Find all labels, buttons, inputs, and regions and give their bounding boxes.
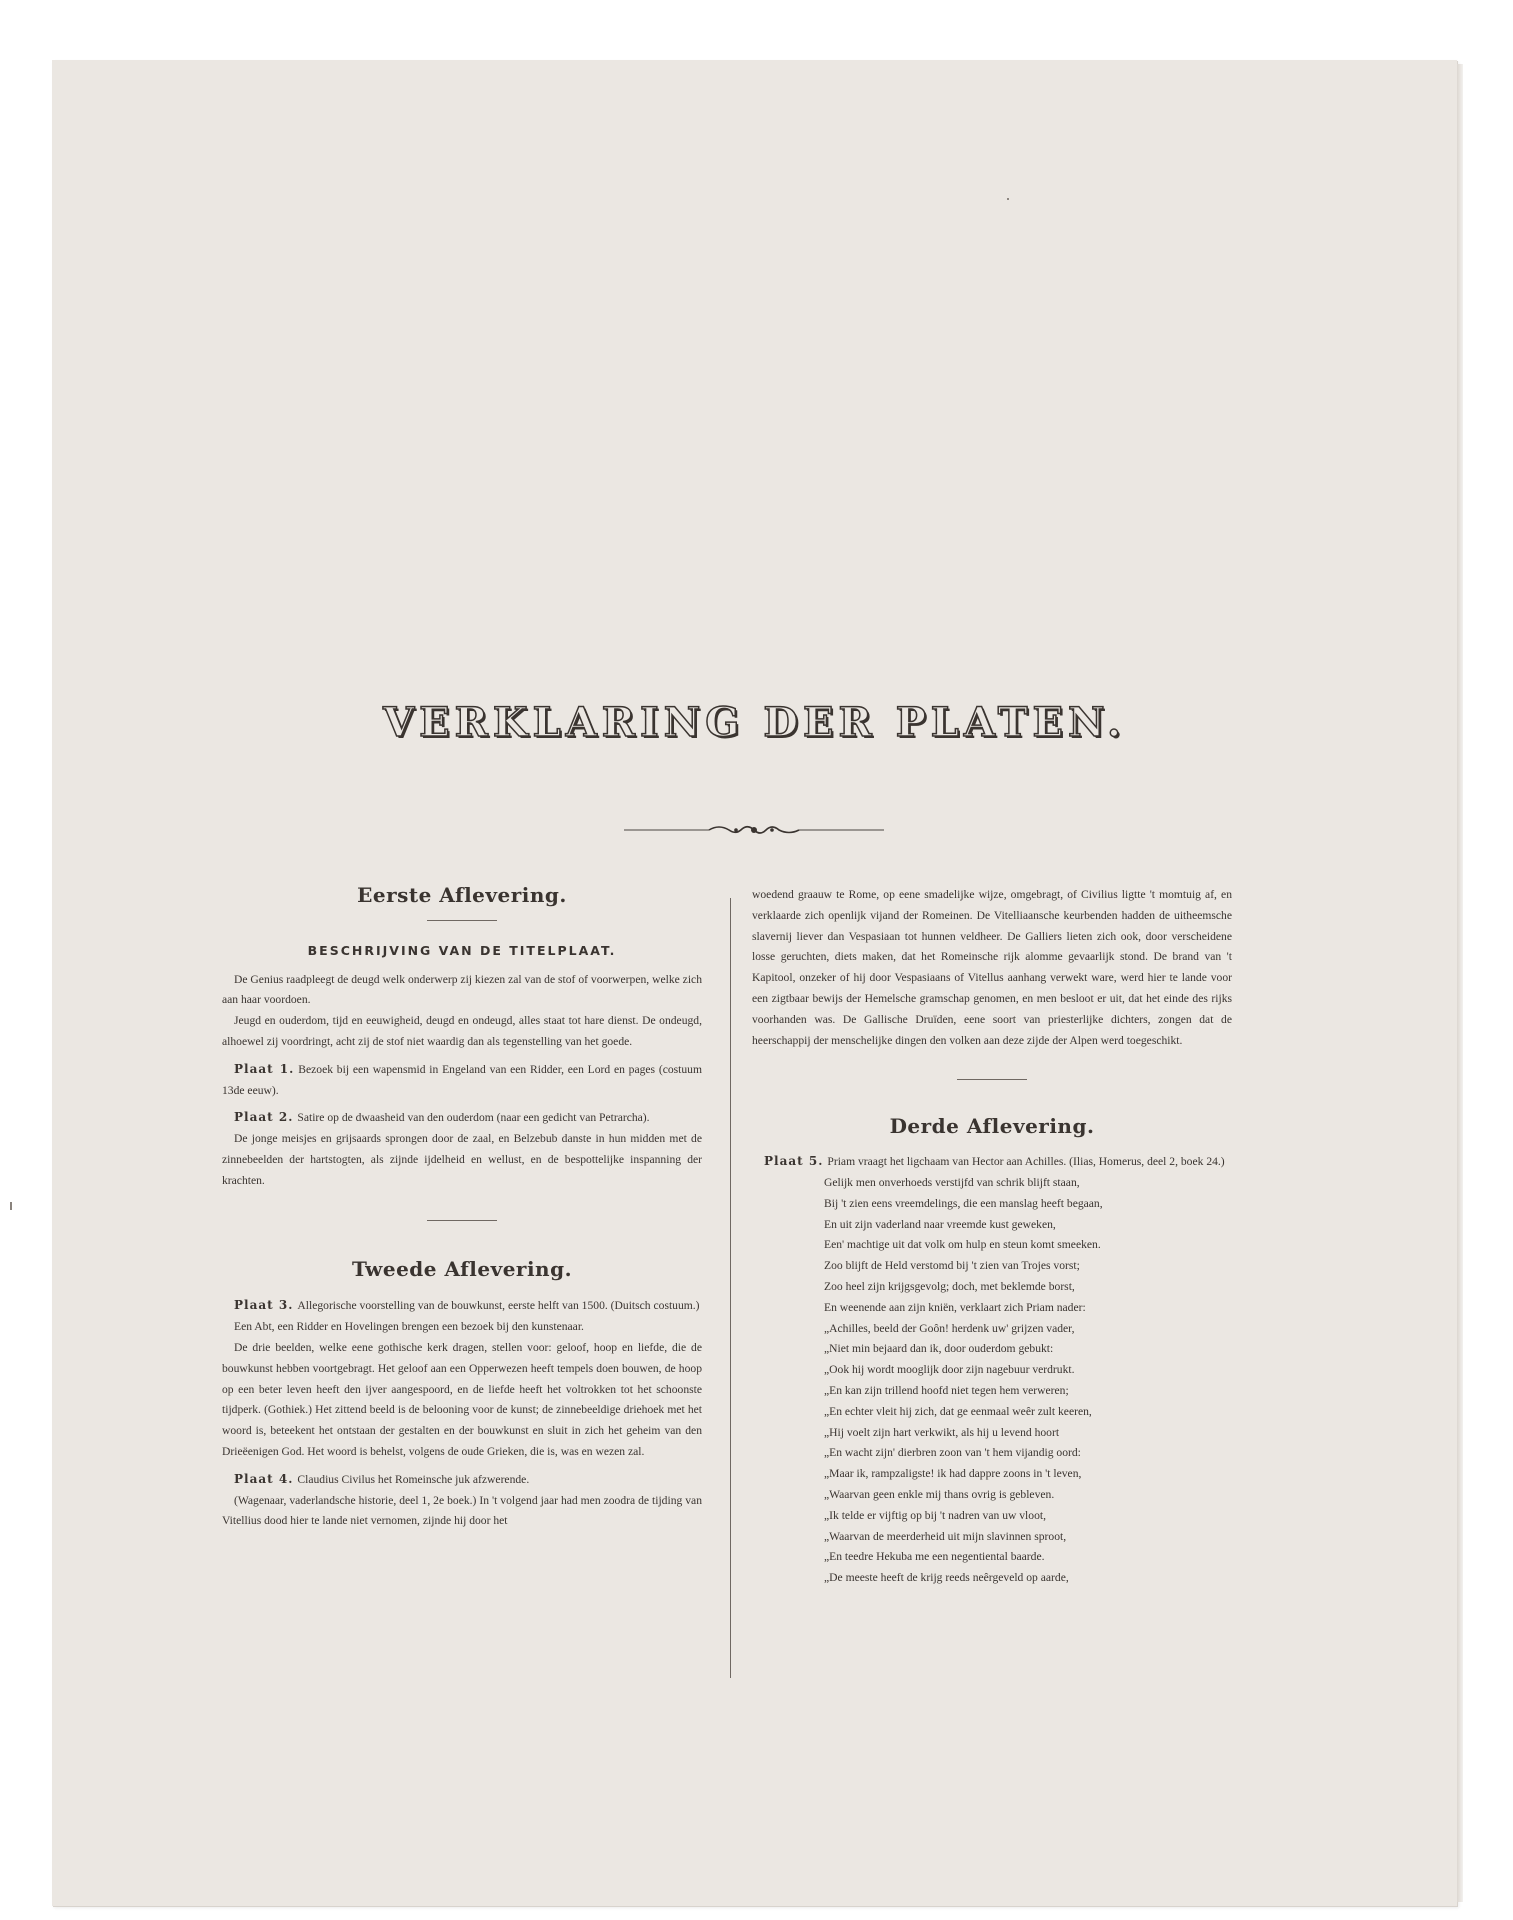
plaat-entry [222,1295,702,1317]
margin-mark [10,1202,12,1210]
verse-block [824,1173,1232,1589]
plaat-entry [222,1107,702,1129]
plaat-label: Plaat 5. [764,1154,824,1169]
plaat-text: Claudius Civilus het Romeinsche juk afzwerende. [297,1472,530,1486]
verse-line: „Achilles, beeld der Goôn! herdenk uw' grijzen vader, [824,1321,1075,1335]
verse-line: „Waarvan geen enkle mij thans ovrig is gebleven. [824,1487,1055,1501]
plaat-label: Plaat 3. [234,1298,294,1313]
verse-line: „En teedre Hekuba me een negentiental baarde. [824,1550,1045,1564]
left-column [222,885,702,1532]
paragraph: Jeugd en ouderdom, tijd en eeuwigheid, deugd en ondeugd, alles staat tot hare dienst. De ondeugd, alhoewel zij voordringt, acht zij de stof niet waardig dan als tegenstelling van het goede. [222,1014,702,1048]
verse-line: En uit zijn vaderland naar vreemde kust geweken, [824,1217,1056,1231]
section-heading-tweede: Tweede Aflevering. [351,1256,573,1281]
short-rule [427,1220,497,1221]
verse-line: „Waarvan de meerderheid uit mijn slavinnen sproot, [824,1529,1067,1543]
right-column [752,885,1232,1589]
verse-line: Zoo heel zijn krijgsgevolg; doch, met beklemde borst, [824,1279,1075,1293]
verse-line: „De meeste heeft de krijg reeds neêrgeveld op aarde, [824,1571,1069,1585]
plaat-entry [222,1059,702,1102]
verse-line: „Hij voelt zijn hart verkwikt, als hij u levend hoort [824,1425,1060,1439]
plaat-label: Plaat 2. [234,1110,294,1125]
verse-line: Zoo blijft de Held verstomd bij 't zien van Trojes vorst; [824,1259,1080,1273]
verse-line: „En echter vleit hij zich, dat ge eenmaal weêr zult keeren, [824,1404,1092,1418]
verse-line: Gelijk men onverhoeds verstijfd van schrik blijft staan, [824,1175,1080,1189]
plaat-text: Satire op de dwaasheid van den ouderdom (naar een gedicht van Petrarcha). [297,1111,650,1125]
plaat-label: Plaat 4. [234,1471,294,1486]
short-rule [427,920,497,921]
plaat-entry [222,1469,702,1491]
verse-line: „En wacht zijn' dierbren zoon van 't hem vijandig oord: [824,1446,1081,1460]
section-heading-derde: Derde Aflevering. [889,1114,1095,1139]
paragraph: De Genius raadpleegt de deugd welk onderwerp zij kiezen zal van de stof of voorwerpen, welke zich aan haar voordoen. [222,972,702,1007]
plaat-text: Bezoek bij een wapensmid in Engeland van een Ridder, een Lord en pages (costuum 13de eeuw). [222,1062,702,1097]
verse-line: „Ik telde er vijftig op bij 't nadren van uw vloot, [824,1508,1046,1522]
verse-line: „Maar ik, rampzaligste! ik had dappre zoons in 't leven, [824,1467,1082,1481]
paragraph: Een Abt, een Ridder en Hovelingen brengen een bezoek bij den kunstenaar. [234,1320,584,1334]
plaat-entry [752,1151,1232,1173]
paragraph-continuation: woedend graauw te Rome, op eene smadelijke wijze, omgebragt, of Civilius ligtte 't momtuig af, en verklaarde zich openlijk vijand der Romeinen. De Vitelliaansche keurbenden hadden de uitheemsche slavernij liever dan Vespasiaan tot hunnen veldheer. De Galliers lieten zich ook, door verscheidene losse geruchten, diets maken, dat het Romeinsche rijk alomme gevaarlijk stond. De brand van 't Kapitool, onzeker of hij door Vespasiaans of Vitellus aanhang verwekt ware, werd hier te lande voor een zigtbaar bewijs der Hemelsche gramschap genomen, en men besloot er uit, dat het einde des rijks voorhanden was. De Gallische Druïden, eene soort van priesterlijke dichters, zongen dat de heerschappij der menschelijke dingen den volken aan deze zijde der Alpen werd toegeschikt. [752,888,1232,1047]
paper-sheet [52,60,1457,1906]
verse-line: „Ook hij wordt mooglijk door zijn nagebuur verdrukt. [824,1363,1075,1377]
section-heading-eerste: Eerste Aflevering. [357,883,567,907]
subheading-titelplaat: BESCHRIJVING VAN DE TITELPLAAT. [307,942,617,958]
paragraph: De drie beelden, welke eene gothische kerk dragen, stellen voor: geloof, hoop en liefde, die de bouwkunst hebben voortgebragt. Het geloof aan een Opperwezen heeft tempels doen bouwen, de hoop op een beter leven heeft den ijver aangespoord, en de liefde heeft het voltrokken tot het schoonste tijdperk. (Gothiek.) Het zittend beeld is de belooning voor de kunst; de zinnebeeldige driehoek met het woord is, beteekent het ontstaan der gestalten en der bouwkunst en sluit in zich het geheim van den Drieëenigen God. Het woord is behelst, volgens de oude Grieken, die is, was en wezen zal. [222,1340,702,1458]
short-rule [957,1079,1027,1080]
verse-line: „Niet min bejaard dan ik, door ouderdom gebukt: [824,1342,1054,1356]
paragraph: (Wagenaar, vaderlandsche historie, deel 1, 2e boek.) In 't volgend jaar had men zoodra de tijding van Vitellius dood hier te lande niet vernomen, zijnde hij door het [222,1493,702,1528]
plaat-text: Allegorische voorstelling van de bouwkunst, eerste helft van 1500. (Duitsch costuum.) [297,1299,700,1313]
verse-line: En weenende aan zijn kniën, verklaart zich Priam nader: [824,1300,1086,1314]
verse-line: Bij 't zien eens vreemdelings, die een manslag heeft begaan, [824,1196,1103,1210]
plaat-label: Plaat 1. [234,1061,295,1076]
verse-line: „En kan zijn trillend hoofd niet tegen hem verweren; [824,1383,1069,1397]
page-title: VERKLARING DER PLATEN. [383,698,1126,746]
column-divider [730,898,731,1678]
paragraph: De jonge meisjes en grijsaards sprongen door de zaal, en Belzebub danste in hun midden met de zinnebeelden der hartstogten, als zijnde ijdelheid en wellust, en de bespottelijke inspanning der krachten. [222,1132,702,1187]
plaat-text: Priam vraagt het ligchaam van Hector aan Achilles. (Ilias, Homerus, deel 2, boek 24.) [827,1155,1225,1169]
paper-speck [1007,198,1009,200]
ornamental-flourish-icon [624,820,884,840]
verse-line: Een' machtige uit dat volk om hulp en steun komt smeeken. [824,1238,1101,1252]
